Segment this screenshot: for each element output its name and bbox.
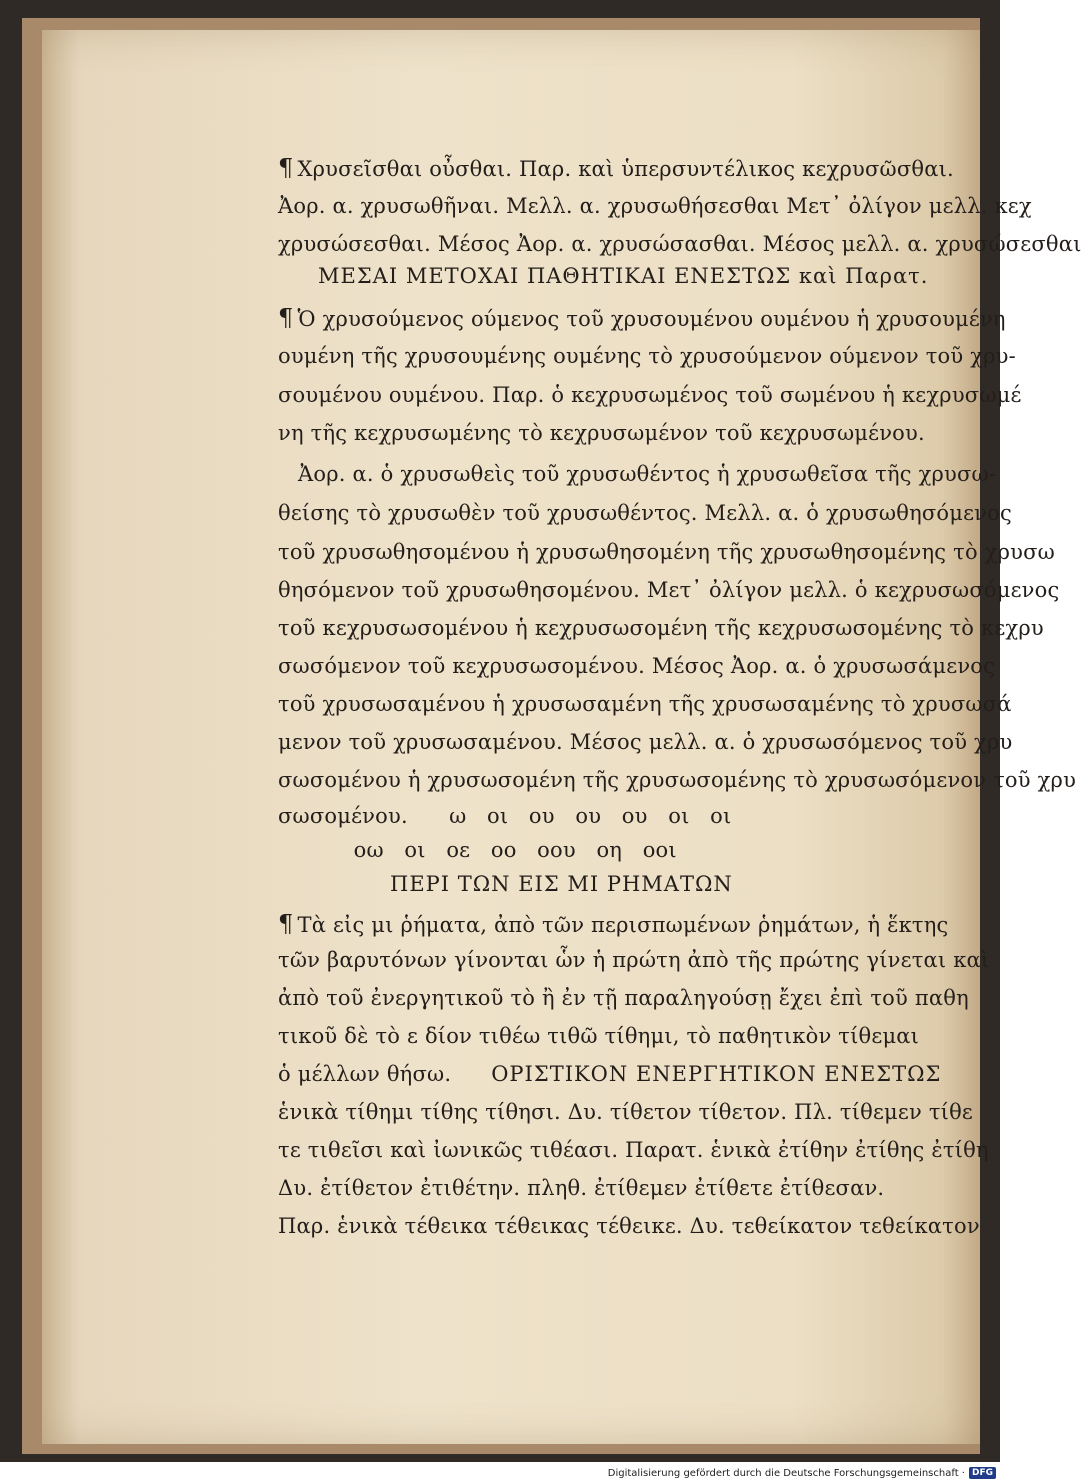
text-line: οω οι οε οο οου οη οοι <box>278 838 677 862</box>
text-line: ἑνικὰ τίθημι τίθης τίθησι. Δυ. τίθετον τίθετον. Πλ. τίθεμεν τίθε <box>278 1100 973 1124</box>
text-line: τοῦ χρυσωθησομένου ἡ χρυσωθησομένη τῆς χρυσωθησομένης τὸ χρυσω <box>278 540 1055 564</box>
section-heading: ΠΕΡΙ ΤΩΝ ΕΙΣ ΜΙ ΡΗΜΑΤΩΝ <box>390 872 733 896</box>
text-line: ¶ Τὰ εἰς μι ῥήματα, ἀπὸ τῶν περισπωμένων ῥημάτων, ἡ ἕκτης <box>278 910 949 938</box>
text-line: σουμένου ουμένου. Παρ. ὁ κεχρυσωμένος τοῦ σωμένου ἡ κεχρυσωμέ <box>278 383 1022 407</box>
text-line: ὁ μέλλων θήσω. ΟΡΙΣΤΙΚΟΝ ΕΝΕΡΓΗΤΙΚΟΝ ΕΝΕΣΤΩΣ <box>278 1062 942 1086</box>
text-line: ουμένη τῆς χρυσουμένης ουμένης τὸ χρυσούμενον ούμενον τοῦ χρυ- <box>278 344 1016 368</box>
text-line: Ἀορ. α. ὁ χρυσωθεὶς τοῦ χρυσωθέντος ἡ χρυσωθεῖσα τῆς χρυσω- <box>298 462 997 486</box>
text-line: θησόμενον τοῦ χρυσωθησομένου. Μετ᾽ ὀλίγον μελλ. ὁ κεχρυσωσόμενος <box>278 578 1060 602</box>
digitization-credit <box>608 1466 996 1480</box>
funding-credit-text: Digitalisierung gefördert durch die Deutsche Forschungsgemeinschaft · <box>607 1467 965 1479</box>
text-line: σωσομένου ἡ χρυσωσομένη τῆς χρυσωσομένης τὸ χρυσωσόμενον τοῦ χρυ <box>278 768 1077 792</box>
paragraph-mark-icon: ¶ <box>278 304 294 332</box>
text-line: θείσης τὸ χρυσωθὲν τοῦ χρυσωθέντος. Μελλ. α. ὁ χρυσωθησόμενος <box>278 501 1012 525</box>
paragraph-mark-icon: ¶ <box>278 910 294 938</box>
paragraph-mark-icon: ¶ <box>278 154 294 182</box>
text-line: χρυσώσεσθαι. Μέσος Ἀορ. α. χρυσώσασθαι. Μέσος μελλ. α. χρυσώσεσθαι <box>278 232 1082 256</box>
text-line: μενον τοῦ χρυσωσαμένου. Μέσος μελλ. α. ὁ χρυσωσόμενος τοῦ χρυ <box>278 730 1013 754</box>
text-line: Δυ. ἐτίθετον ἐτιθέτην. πληθ. ἐτίθεμεν ἐτίθετε ἐτίθεσαν. <box>278 1176 885 1200</box>
section-heading: ΟΡΙΣΤΙΚΟΝ ΕΝΕΡΓΗΤΙΚΟΝ ΕΝΕΣΤΩΣ <box>491 1062 942 1086</box>
text-line: ¶ Ὁ χρυσούμενος ούμενος τοῦ χρυσουμένου ουμένου ἡ χρυσουμένη <box>278 304 1006 332</box>
text-line: Παρ. ἑνικὰ τέθεικα τέθεικας τέθεικε. Δυ. τεθείκατον τεθείκατον <box>278 1214 980 1238</box>
dfg-logo: DFG <box>969 1467 996 1479</box>
text-line: τικοῦ δὲ τὸ ε δίον τιθέω τιθῶ τίθημι, τὸ παθητικὸν τίθεμαι <box>278 1024 920 1048</box>
text-line: τοῦ κεχρυσωσομένου ἡ κεχρυσωσομένη τῆς κεχρυσωσομένης τὸ κεχρυ <box>278 616 1044 640</box>
text-line: νη τῆς κεχρυσωμένης τὸ κεχρυσωμένον τοῦ κεχρυσωμένου. <box>278 421 925 445</box>
text-line: τῶν βαρυτόνων γίνονται ὧν ἡ πρώτη ἀπὸ τῆς πρώτης γίνεται καὶ <box>278 948 990 972</box>
text-line: τοῦ χρυσωσαμένου ἡ χρυσωσαμένη τῆς χρυσωσαμένης τὸ χρυσωσά <box>278 692 1012 716</box>
text-line: σωσομένου. ω οι ου ου ου οι οι <box>278 804 732 828</box>
section-heading: ΜΕΣΑΙ ΜΕΤΟΧΑΙ ΠΑΘΗΤΙΚΑΙ ΕΝΕΣΤΩΣ καὶ Παρατ. <box>318 264 929 288</box>
text-line: τε τιθεῖσι καὶ ἰωνικῶς τιθέασι. Παρατ. ἑνικὰ ἐτίθην ἐτίθης ἐτίθη <box>278 1138 989 1162</box>
text-line: σωσόμενον τοῦ κεχρυσωσομένου. Μέσος Ἀορ. α. ὁ χρυσωσάμενος <box>278 654 996 678</box>
text-line: Ἀορ. α. χρυσωθῆναι. Μελλ. α. χρυσωθήσεσθαι Μετ᾽ ὀλίγον μελλ. κεχ <box>278 194 1032 218</box>
text-line: ¶ Χρυσεῖσθαι οὖσθαι. Παρ. καὶ ὑπερσυντέλικος κεχρυσῶσθαι. <box>278 154 954 182</box>
text-line: ἀπὸ τοῦ ἐνεργητικοῦ τὸ ἢ ἐν τῇ παραληγούσῃ ἔχει ἐπὶ τοῦ παθη <box>278 986 969 1010</box>
